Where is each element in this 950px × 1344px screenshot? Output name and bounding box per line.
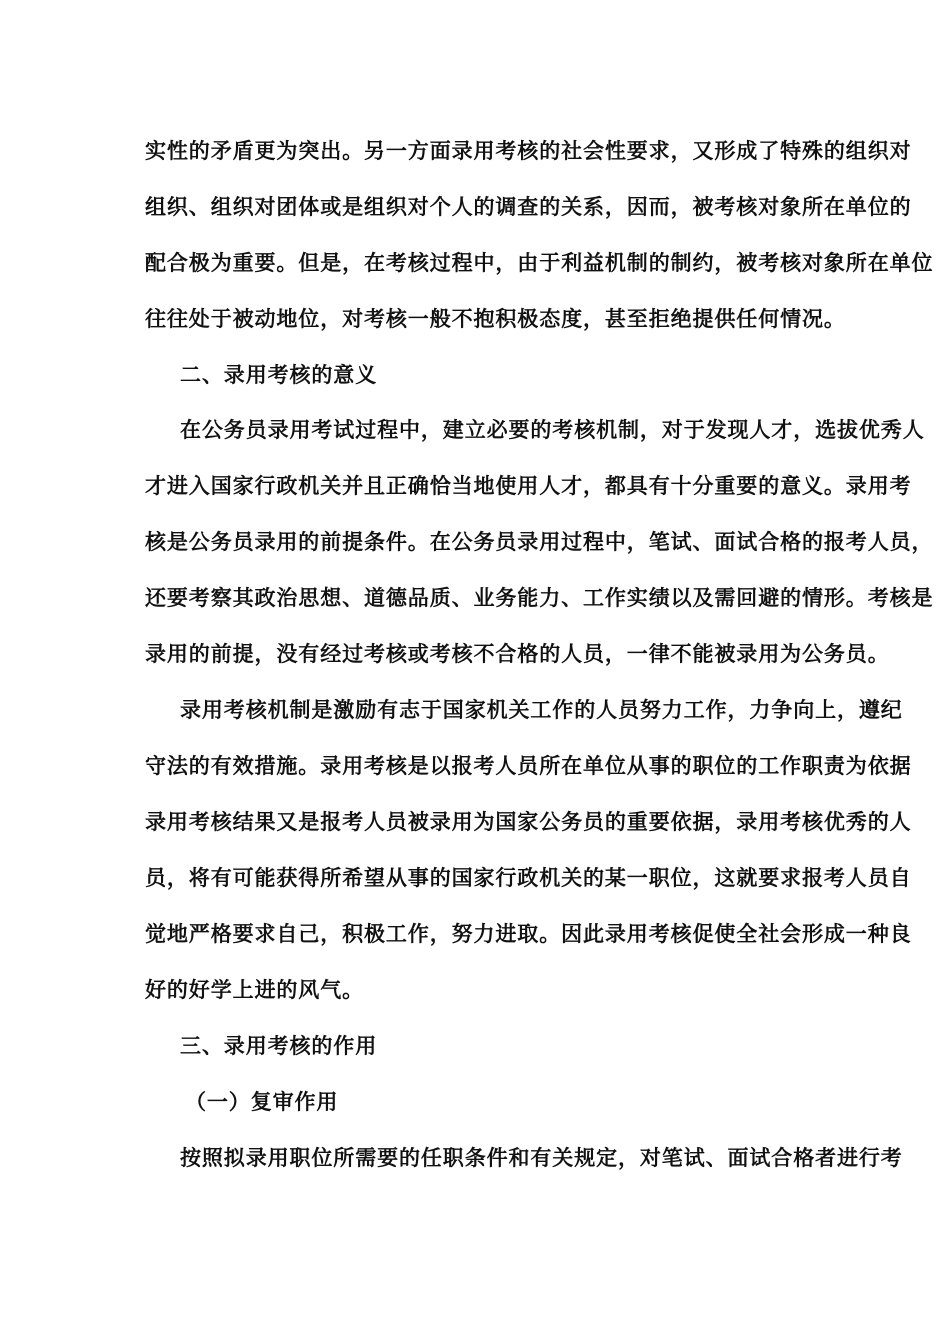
body-text-line: 录用考核机制是激励有志于国家机关工作的人员努力工作，力争向上，遵纪 bbox=[180, 697, 903, 722]
section-heading: 二、录用考核的意义 bbox=[180, 362, 378, 387]
body-text-line: 觉地严格要求自己，积极工作，努力进取。因此录用考核促使全社会形成一种良 bbox=[145, 921, 912, 946]
section-heading: 三、录用考核的作用 bbox=[180, 1033, 378, 1058]
body-text-line: 录用的前提，没有经过考核或考核不合格的人员，一律不能被录用为公务员。 bbox=[145, 641, 890, 666]
body-text-line: 按照拟录用职位所需要的任职条件和有关规定，对笔试、面试合格者进行考 bbox=[180, 1145, 903, 1170]
body-text-line: 在公务员录用考试过程中，建立必要的考核机制，对于发现人才，选拔优秀人 bbox=[180, 417, 925, 442]
subsection-heading: （一）复审作用 bbox=[185, 1089, 339, 1114]
body-text-line: 核是公务员录用的前提条件。在公务员录用过程中，笔试、面试合格的报考人员， bbox=[145, 529, 934, 554]
body-text-line: 配合极为重要。但是，在考核过程中，由于利益机制的制约，被考核对象所在单位 bbox=[145, 250, 934, 275]
body-text-line: 往往处于被动地位，对考核一般不抱积极态度，甚至拒绝提供任何情况。 bbox=[145, 306, 846, 331]
body-text-line: 好的好学上进的风气。 bbox=[145, 977, 364, 1002]
body-text-line: 实性的矛盾更为突出。另一方面录用考核的社会性要求，又形成了特殊的组织对 bbox=[145, 138, 912, 163]
body-text-line: 还要考察其政治思想、道德品质、业务能力、工作实绩以及需回避的情形。考核是 bbox=[145, 585, 934, 610]
body-text-line: 守法的有效措施。录用考核是以报考人员所在单位从事的职位的工作职责为依据 bbox=[145, 753, 912, 778]
body-text-line: 员，将有可能获得所希望从事的国家行政机关的某一职位，这就要求报考人员自 bbox=[145, 865, 912, 890]
body-text-line: 才进入国家行政机关并且正确恰当地使用人才，都具有十分重要的意义。录用考 bbox=[145, 473, 912, 498]
body-text-line: 组织、组织对团体或是组织对个人的调查的关系，因而，被考核对象所在单位的 bbox=[145, 194, 912, 219]
body-text-line: 录用考核结果又是报考人员被录用为国家公务员的重要依据，录用考核优秀的人 bbox=[145, 809, 912, 834]
